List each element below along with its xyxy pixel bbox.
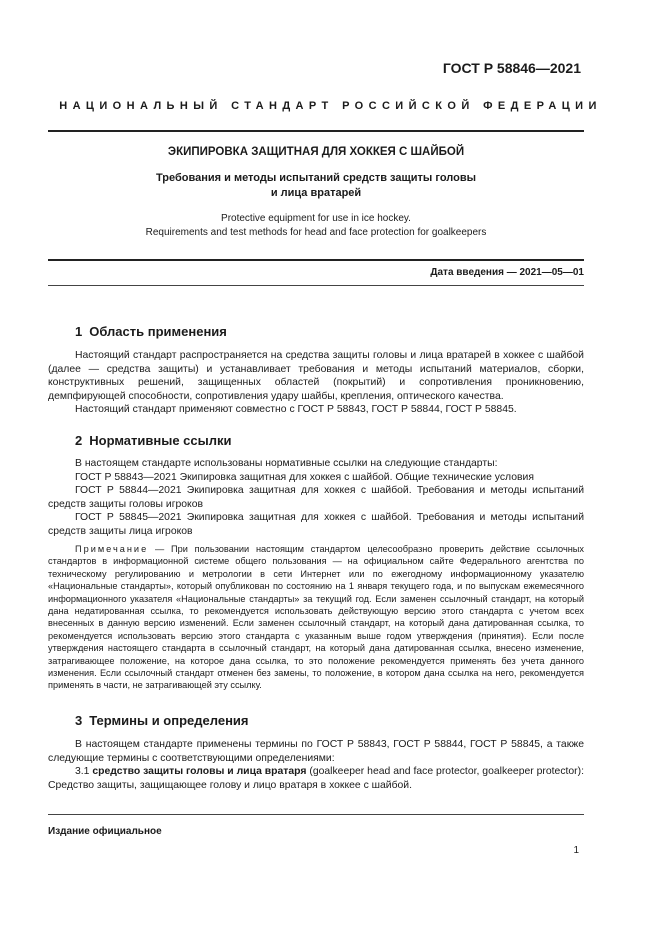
subtitle-line-1: Требования и методы испытаний средств защиты головы — [156, 172, 476, 184]
section-3-paragraph-1: В настоящем стандарте применены термины по ГОСТ Р 58843, ГОСТ Р 58844, ГОСТ Р 58845, а также следующие термины с соответствующими определениями: — [48, 739, 584, 764]
document-number: ГОСТ Р 58846—2021 — [442, 60, 581, 76]
title-rule — [48, 259, 584, 261]
english-title — [48, 212, 584, 240]
section-1-title: Область применения — [89, 324, 227, 339]
section-2-heading — [75, 433, 231, 448]
term-name: средство защиты головы и лица вратаря — [92, 766, 307, 778]
official-edition-label: Издание официальное — [48, 826, 162, 837]
note-text: — При пользовании настоящим стандартом целесообразно проверить действие ссылочных стандартов в информационной системе общего пользования — на официальном сайте Федерального агентства по техническому регулированию и метрологии в сети Интернет или по ежегодному информационному указателю «Национальные стандарты», который опубликован по состоянию на 1 января текущего года, и по выпускам ежемесячного информационного указателя «Национальные стандарты» за текущий год. Если заменен ссылочный стандарт, на который дана недатированная ссылка, то рекомендуется использовать действующую версию этого стандарта с учетом всех внесенных в данную версию изменений. Если заменен ссылочный стандарт, на который дана датированная ссылка, то рекомендуется использовать версию этого стандарта с указанным выше годом утверждения (принятия). Если после утверждения настоящего стандарта в ссылочный стандарт, на который дана датированная ссылка, внесено изменение, затрагивающее положение, на которое дана ссылка, то это положение рекомендуется применять без учета данного изменения. Если ссылочный стандарт отменен без замены, то положение, в котором дана ссылка на него, рекомендуется применять в части, не затрагивающей эту ссылку. — [48, 544, 584, 691]
section-1-paragraph-1: Настоящий стандарт распространяется на средства защиты головы и лица вратарей в хоккее с шайбой (далее — средства защиты) и устанавливает требования и методы испытаний материалов, сборки, конструктивных решений, защищенных областей (покрытий) и сопротивления проникновению, демпфирующей способности, сопротивления удару шайбы, крепления, оптического качества. — [48, 350, 584, 402]
section-3-heading — [75, 713, 249, 728]
standard-subtitle — [48, 171, 584, 201]
section-1-heading — [75, 324, 227, 339]
section-1-paragraph-2: Настоящий стандарт применяют совместно с ГОСТ Р 58843, ГОСТ Р 58844, ГОСТ Р 58845. — [75, 404, 517, 416]
section-3-title: Термины и определения — [89, 713, 249, 728]
section-2-body — [48, 457, 584, 539]
term-rest: (goalkeeper head and face protector, goalkeeper protector): Средство защиты, защищающее голову и лицо вратаря в хоккее с шайбой. — [48, 766, 584, 791]
page-number: 1 — [573, 845, 579, 856]
footer-rule — [48, 814, 584, 815]
section-3-number: 3 — [75, 713, 83, 728]
english-title-line-2: Requirements and test methods for head and face protection for goalkeepers — [145, 227, 487, 238]
section-2-number: 2 — [75, 433, 83, 448]
national-standard-title: НАЦИОНАЛЬНЫЙ СТАНДАРТ РОССИЙСКОЙ ФЕДЕРАЦИИ — [59, 100, 602, 112]
date-rule — [48, 285, 584, 286]
standard-title: ЭКИПИРОВКА ЗАЩИТНАЯ ДЛЯ ХОККЕЯ С ШАЙБОЙ — [167, 146, 465, 158]
term-number: 3.1 — [75, 766, 90, 778]
subtitle-line-2: и лица вратарей — [270, 187, 362, 199]
section-1-body — [48, 349, 584, 417]
section-2-title: Нормативные ссылки — [89, 433, 232, 448]
top-rule — [48, 130, 584, 132]
reference-2: ГОСТ Р 58844—2021 Экипировка защитная для хоккея с шайбой. Требования и методы испытаний средств защиты головы игроков — [48, 485, 584, 510]
term-definition — [48, 765, 584, 792]
english-title-line-1: Protective equipment for use in ice hockey. — [221, 213, 411, 224]
reference-1: ГОСТ Р 58843—2021 Экипировка защитная для хоккея с шайбой. Общие технические условия — [75, 471, 534, 483]
section-2-paragraph-1: В настоящем стандарте использованы нормативные ссылки на следующие стандарты: — [75, 458, 498, 469]
section-2-note — [48, 543, 584, 692]
section-1-number: 1 — [75, 324, 83, 339]
section-3-body — [48, 738, 584, 792]
introduction-date: Дата введения — 2021—05—01 — [430, 267, 584, 278]
note-label: Примечание — [75, 544, 149, 554]
reference-3: ГОСТ Р 58845—2021 Экипировка защитная для хоккея с шайбой. Требования и методы испытаний средств защиты лица игроков — [48, 512, 584, 537]
